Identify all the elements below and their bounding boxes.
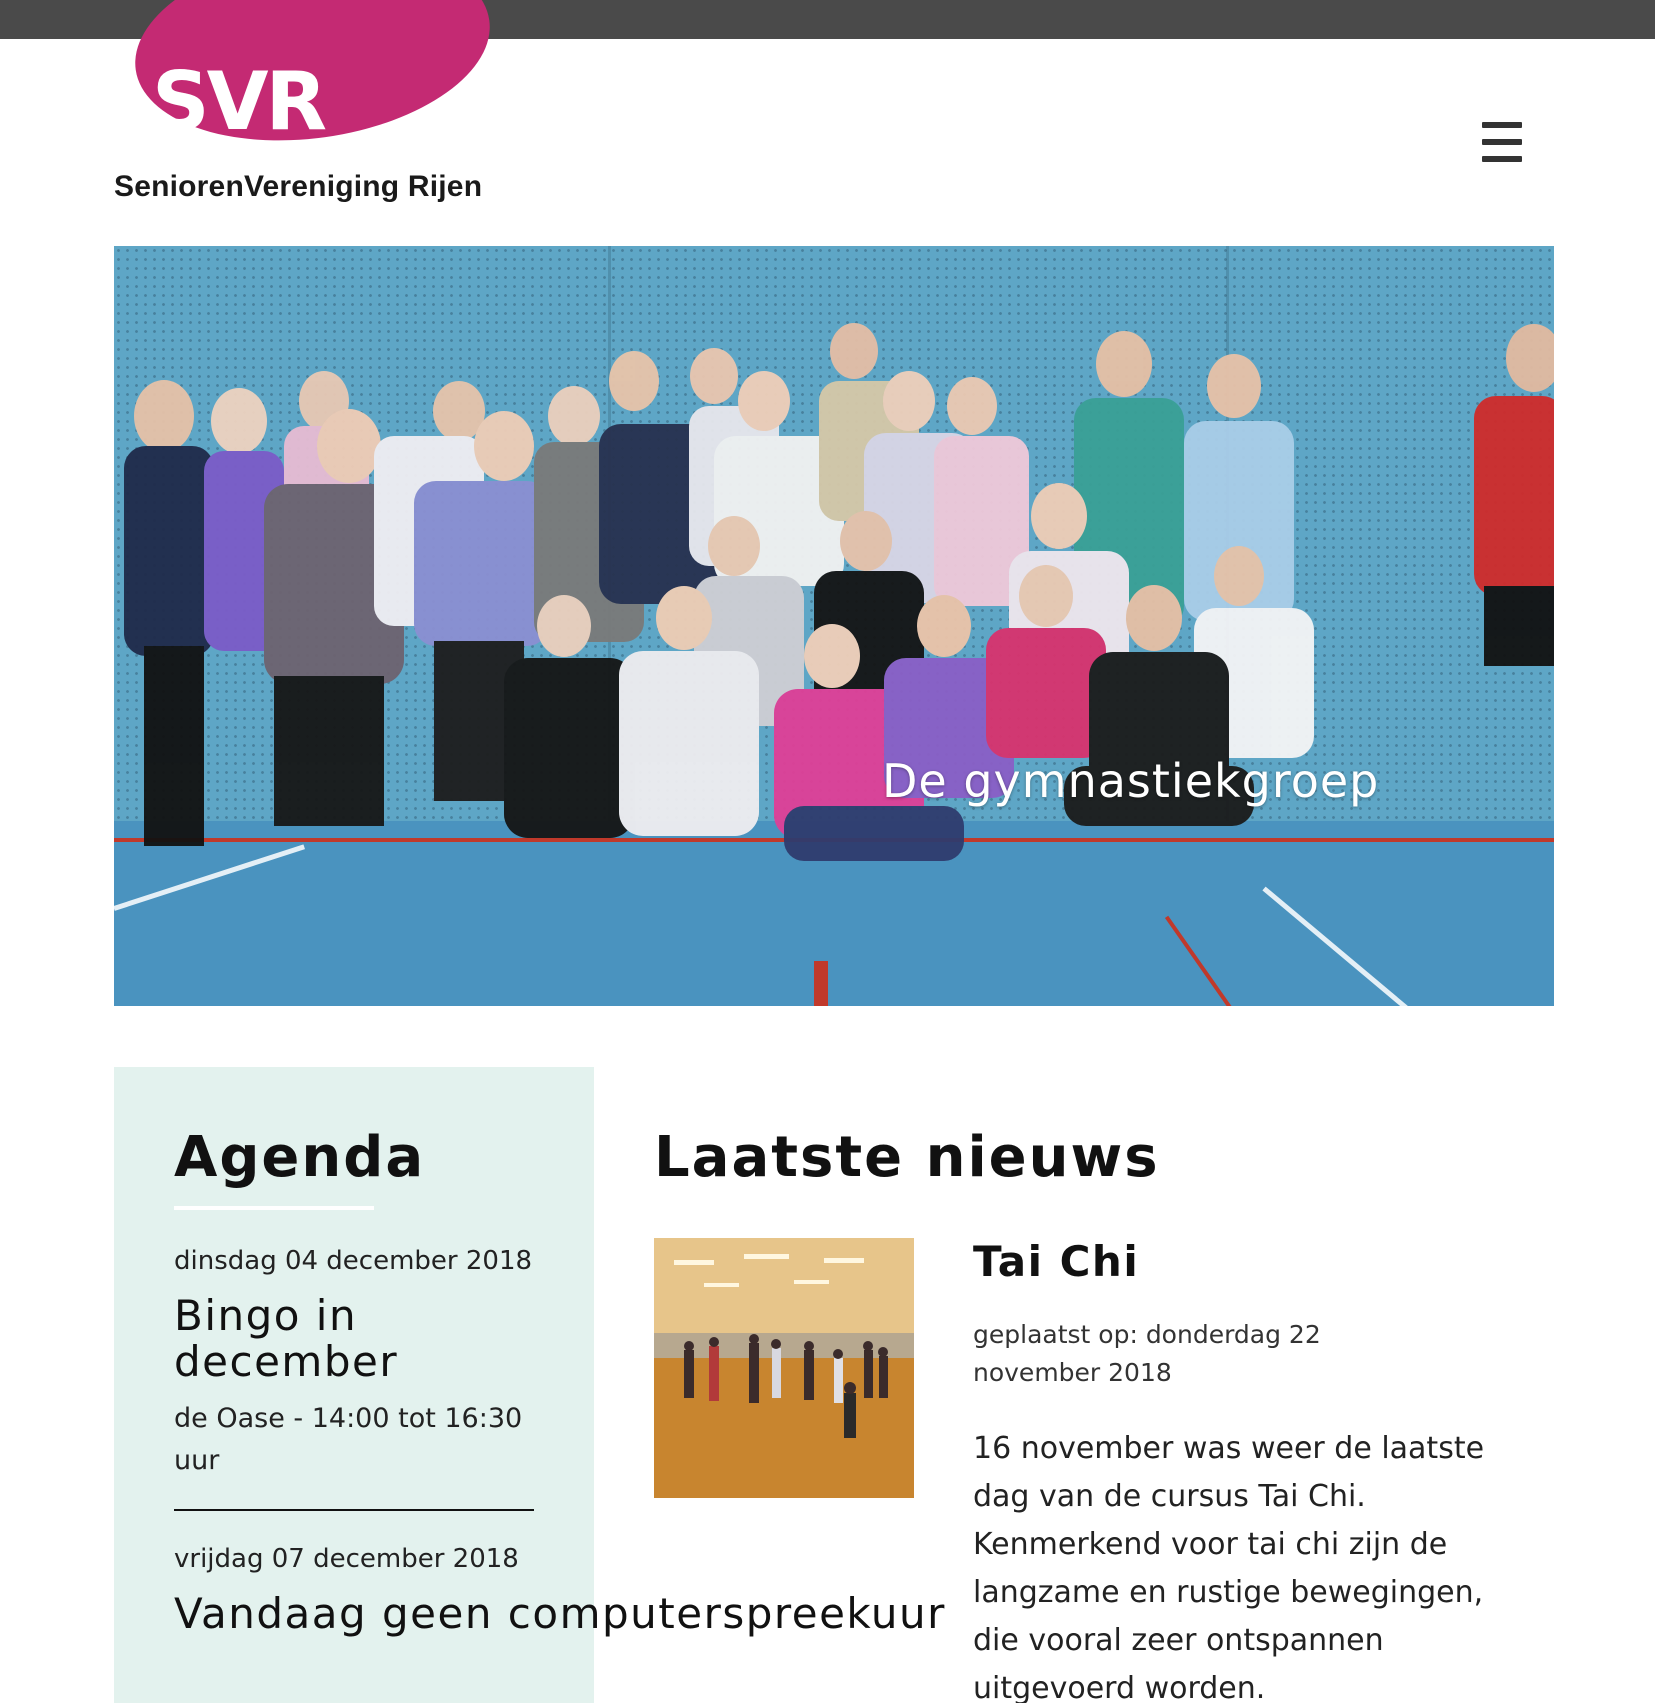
agenda-item-location: de Oase - 14:00 tot 16:30 uur [174, 1403, 523, 1476]
agenda-item-date: vrijdag 07 december 2018 [174, 1544, 519, 1574]
agenda-heading: Agenda [174, 1125, 426, 1190]
agenda-item-title[interactable]: Vandaag geen computerspreekuur [174, 1589, 946, 1639]
logo-abbreviation: SVR [152, 55, 325, 148]
news-article-excerpt: 16 november was weer de laatste dag van de cursus Tai Chi. Kenmerkend voor tai chi zijn de langzame en rustige bewegingen, die vooral zeer ontspannen uitgevoerd worden. [973, 1431, 1485, 1703]
hero-image [114, 246, 1554, 1006]
news-heading: Laatste nieuws [654, 1125, 1160, 1190]
menu-bar-bottom [1482, 156, 1522, 162]
agenda-item-date: dinsdag 04 december 2018 [174, 1246, 533, 1276]
site-logo[interactable] [112, 0, 532, 215]
agenda-heading-underline [174, 1206, 374, 1210]
news-article-date: geplaatst op: donderdag 22 november 2018 [973, 1320, 1321, 1387]
menu-bar-top [1482, 122, 1522, 128]
news-thumbnail[interactable] [654, 1238, 914, 1498]
logo-organisation-name: SeniorenVereniging Rijen [114, 170, 483, 203]
agenda-item[interactable] [174, 1243, 534, 1482]
hero-caption: De gymnastiekgroep [882, 754, 1380, 808]
news-article-title[interactable]: Tai Chi [973, 1237, 1140, 1286]
hamburger-menu-icon[interactable] [1478, 120, 1526, 164]
agenda-divider [174, 1509, 534, 1511]
agenda-item[interactable] [174, 1541, 946, 1639]
menu-bar-middle [1482, 139, 1522, 145]
agenda-item-title[interactable]: Bingo in december [174, 1291, 399, 1386]
group-photo-people [114, 246, 1554, 1006]
news-thumbnail-image [654, 1238, 914, 1498]
